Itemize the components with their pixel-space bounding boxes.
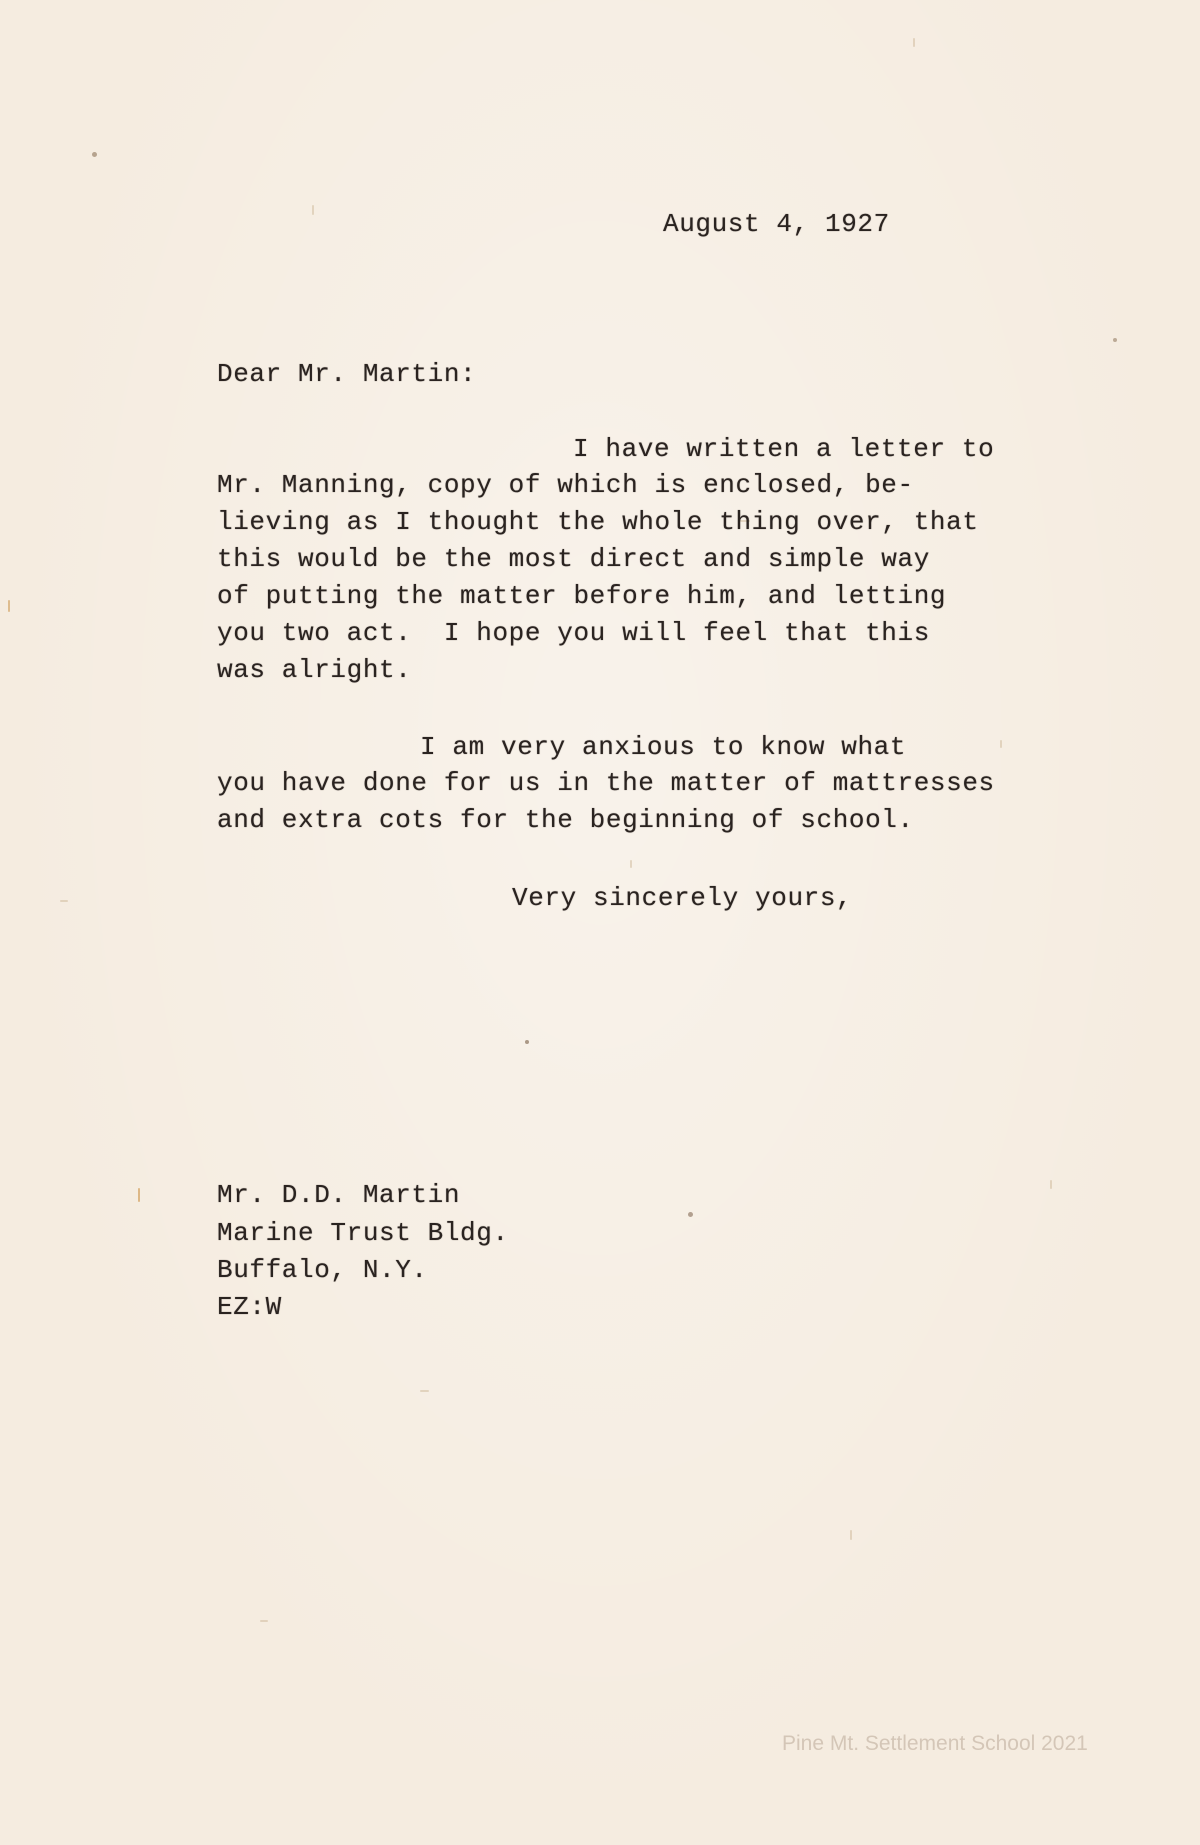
paragraph-line: you have done for us in the matter of mattresses <box>217 768 995 798</box>
paragraph-line: I am very anxious to know what <box>420 732 907 762</box>
paper-fiber <box>138 1188 140 1202</box>
paper-fiber <box>1000 740 1002 748</box>
paper-fiber <box>630 860 632 868</box>
paper-fiber <box>420 1390 429 1392</box>
letter-salutation: Dear Mr. Martin: <box>217 359 477 389</box>
paper-fiber <box>913 38 915 47</box>
paragraph-line: lieving as I thought the whole thing over, that <box>217 507 979 537</box>
address-line: Marine Trust Bldg. <box>217 1218 509 1248</box>
address-line: Mr. D.D. Martin <box>217 1180 461 1210</box>
paragraph-line: of putting the matter before him, and letting <box>217 581 947 611</box>
paper-speck <box>688 1212 693 1217</box>
letter-closing: Very sincerely yours, <box>512 883 853 913</box>
paper-fiber <box>850 1530 852 1540</box>
address-line: Buffalo, N.Y. <box>217 1255 428 1285</box>
paper-speck <box>92 152 97 157</box>
paper-fiber <box>312 205 314 215</box>
paragraph-line: this would be the most direct and simple way <box>217 544 930 574</box>
paragraph-line: I have written a letter to <box>573 434 995 464</box>
watermark: Pine Mt. Settlement School 2021 <box>782 1732 1088 1755</box>
paper-fiber <box>260 1620 268 1622</box>
paragraph-line: you two act. I hope you will feel that this <box>217 618 930 648</box>
paper-fiber <box>8 600 10 612</box>
paper-speck <box>1113 338 1117 342</box>
paragraph-line: Mr. Manning, copy of which is enclosed, be- <box>217 470 914 500</box>
paper-fiber <box>1050 1180 1052 1189</box>
paragraph-line: and extra cots for the beginning of school. <box>217 805 914 835</box>
paper-speck <box>525 1040 529 1044</box>
paragraph-line: was alright. <box>217 655 412 685</box>
address-line: EZ:W <box>217 1292 282 1322</box>
paper-fiber <box>60 900 68 902</box>
letter-date: August 4, 1927 <box>663 209 890 239</box>
